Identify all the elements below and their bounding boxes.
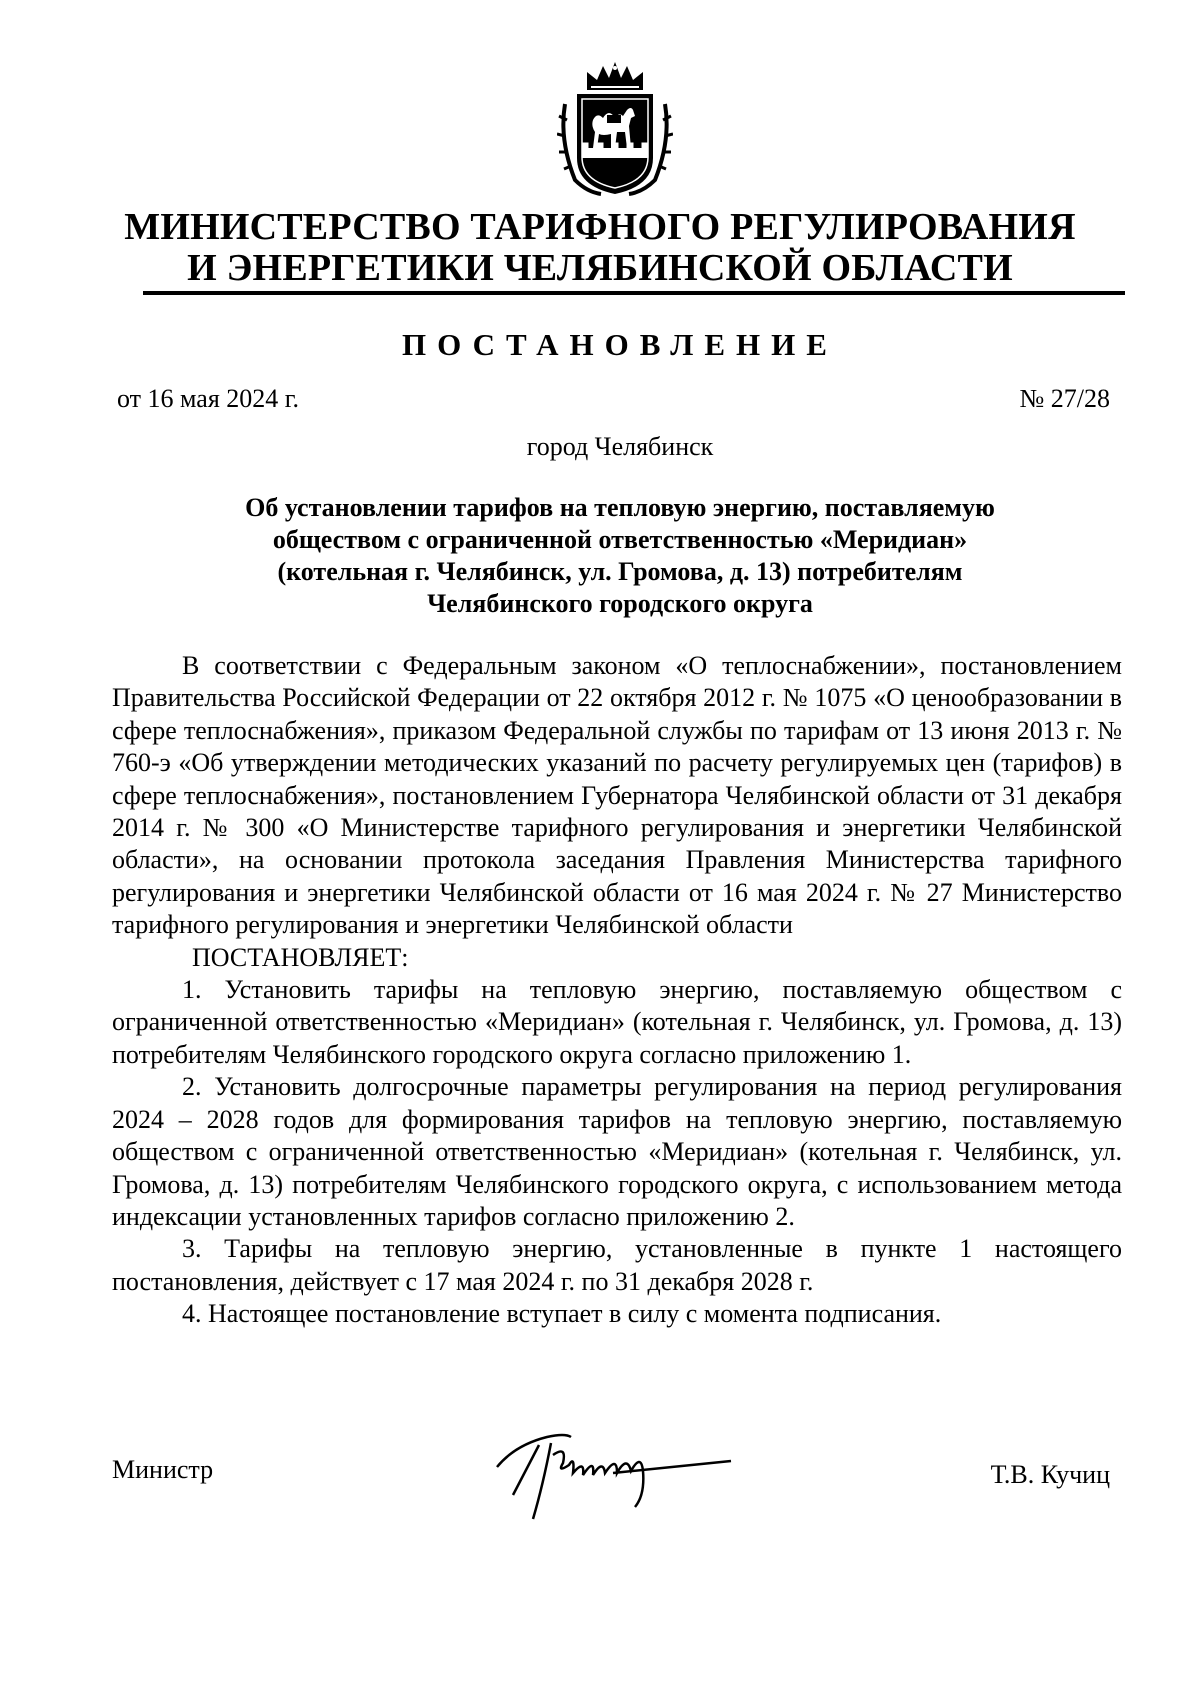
item-3: 3. Тарифы на тепловую энергию, установленные в пункте 1 настоящего постановления, действует с 17 мая 2024 г. по 31 декабря 2028 г.: [112, 1234, 1122, 1296]
document-city: город Челябинск: [526, 432, 714, 461]
document-title: [140, 492, 1100, 620]
preamble-paragraph: В соответствии с Федеральным законом «О теплоснабжении», постановлением Правительства Российской Федерации от 22 октября 2012 г. № 1075 «О ценообразовании в сфере теплоснабжения», приказом Федеральной службы по тарифам от 13 июня 2013 г. № 760-э «Об утверждении методических указаний по расчету регулируемых цен (тарифов) в сфере теплоснабжения», постановлением Губернатора Челябинской области от 31 декабря 2014 г. № 300 «О Министерстве тарифного регулирования и энергетики Челябинской области», на основании протокола заседания Правления Министерства тарифного регулирования и энергетики Челябинской области от 16 мая 2024 г. № 27 Министерство тарифного регулирования и энергетики Челябинской области: [112, 651, 1122, 940]
signatory-position: Министр: [112, 1455, 214, 1484]
document-date: от 16 мая 2024 г.: [117, 384, 300, 413]
ministry-name: [0, 207, 1200, 289]
header-divider: [143, 291, 1125, 295]
document-number: № 27/28: [1019, 384, 1110, 413]
item-2: 2. Установить долгосрочные параметры регулирования на период регулирования 2024 – 2028 годов для формирования тарифов на тепловую энергию, поставляемую обществом с ограниченной ответственностью «Меридиан» (котельная г. Челябинск, ул. Громова, д. 13) потребителям Челябинского городского округа, с использованием метода индексации установленных тарифов согласно приложению 2.: [112, 1072, 1122, 1231]
title-line4: Челябинского городского округа: [427, 589, 813, 618]
title-line1: Об установлении тарифов на тепловую энергию, поставляемую: [245, 493, 995, 522]
signatory-name: Т.В. Кучиц: [990, 1460, 1110, 1489]
title-line2: обществом с ограниченной ответственностью «Меридиан»: [272, 525, 968, 554]
handwritten-signature: [495, 1415, 735, 1525]
document-body: [112, 650, 1122, 1331]
item-1: 1. Установить тарифы на тепловую энергию, поставляемую обществом с ограниченной ответственностью «Меридиан» (котельная г. Челябинск, ул. Громова, д. 13) потребителям Челябинского городского округа согласно приложению 1.: [112, 975, 1122, 1069]
coat-of-arms-icon: [557, 60, 673, 200]
item-4: 4. Настоящее постановление вступает в силу с момента подписания.: [182, 1299, 942, 1329]
ministry-name-line1: МИНИСТЕРСТВО ТАРИФНОГО РЕГУЛИРОВАНИЯ: [124, 206, 1076, 248]
title-line3: (котельная г. Челябинск, ул. Громова, д. 13) потребителям: [277, 557, 963, 586]
document-type: ПОСТАНОВЛЕНИЕ: [402, 327, 838, 362]
ministry-name-line2: И ЭНЕРГЕТИКИ ЧЕЛЯБИНСКОЙ ОБЛАСТИ: [187, 247, 1013, 289]
decree-word: ПОСТАНОВЛЯЕТ:: [192, 942, 409, 972]
